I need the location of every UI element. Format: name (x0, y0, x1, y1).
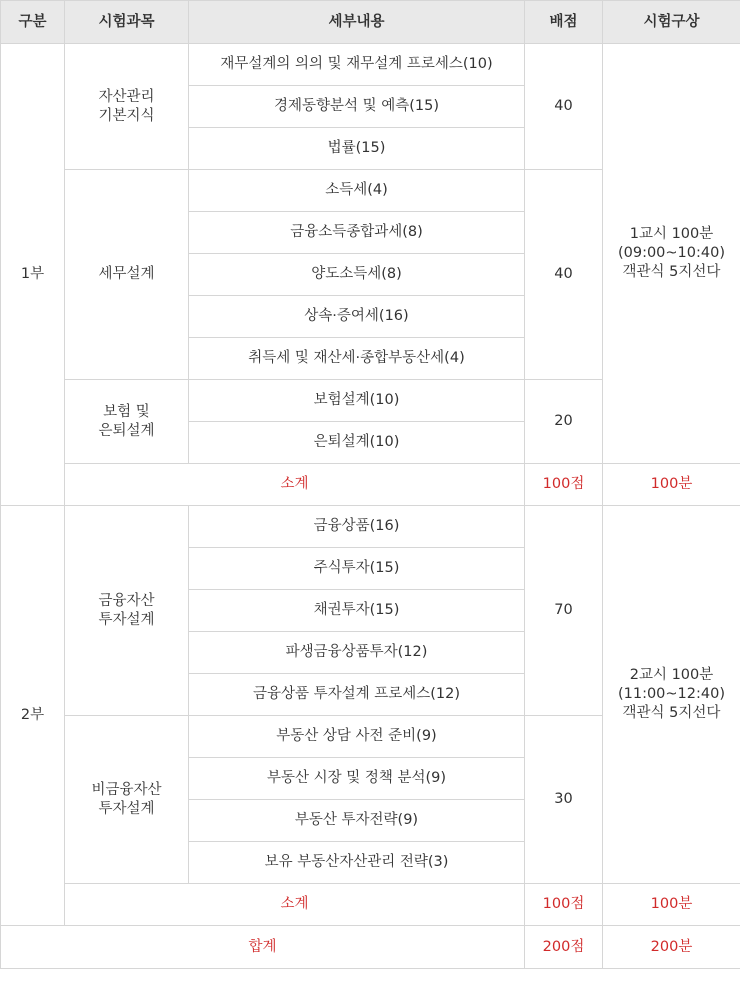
schedule-line: 객관식 5지선다 (622, 705, 721, 721)
subtotal-row (1, 464, 740, 506)
part1-subject-3 (65, 380, 189, 464)
schedule-line: 객관식 5지선다 (622, 264, 721, 280)
detail-item: 보험설계(10) (189, 380, 525, 422)
detail-item: 취득세 및 재산세·종합부동산세(4) (189, 338, 525, 380)
detail-item: 은퇴설계(10) (189, 422, 525, 464)
detail-item: 금융소득종합과세(8) (189, 212, 525, 254)
part2-subtotal-label: 소계 (65, 884, 525, 926)
subject-name-line: 자산관리 (98, 88, 155, 105)
subject-name-line: 보험 및 (103, 403, 150, 420)
detail-item: 경제동향분석 및 예측(15) (189, 86, 525, 128)
subject-name-line: 은퇴설계 (98, 422, 155, 439)
part1-subtotal-time: 100분 (603, 464, 740, 506)
detail-item: 양도소득세(8) (189, 254, 525, 296)
subject-name-line: 기본지식 (98, 107, 155, 124)
part1-subtotal-label: 소계 (65, 464, 525, 506)
header-details: 세부내용 (189, 1, 525, 44)
part2-subject-1-score: 70 (525, 506, 603, 716)
part1-schedule (603, 44, 740, 464)
part2-subtotal-time: 100분 (603, 884, 740, 926)
part2-schedule (603, 506, 740, 884)
part2-subject-2-score: 30 (525, 716, 603, 884)
header-row (1, 1, 740, 44)
subject-name-line: 비금융자산 (91, 781, 162, 798)
schedule-line: 1교시 100분 (629, 226, 714, 242)
part1-subject-2-score: 40 (525, 170, 603, 380)
detail-item: 소득세(4) (189, 170, 525, 212)
total-score: 200점 (525, 926, 603, 969)
detail-item: 주식투자(15) (189, 548, 525, 590)
schedule-line: 2교시 100분 (629, 667, 714, 683)
detail-item: 금융상품(16) (189, 506, 525, 548)
subject-name-line: 투자설계 (98, 611, 155, 628)
part1-subject-1-score: 40 (525, 44, 603, 170)
detail-item: 재무설계의 의의 및 재무설계 프로세스(10) (189, 44, 525, 86)
header-division: 구분 (1, 1, 65, 44)
detail-item: 상속·증여세(16) (189, 296, 525, 338)
part2-subject-2 (65, 716, 189, 884)
total-time: 200분 (603, 926, 740, 969)
part1-subject-1 (65, 44, 189, 170)
part2-label: 2부 (1, 506, 65, 926)
table-row (1, 44, 740, 86)
subtotal-row (1, 884, 740, 926)
schedule-line: (11:00~12:40) (617, 686, 726, 702)
schedule-line: (09:00~10:40) (617, 245, 726, 261)
header-exam-format: 시험구상 (603, 1, 740, 44)
part2-subject-1 (65, 506, 189, 716)
header-subject: 시험과목 (65, 1, 189, 44)
detail-item: 파생금융상품투자(12) (189, 632, 525, 674)
part2-subtotal-score: 100점 (525, 884, 603, 926)
subject-name-line: 투자설계 (98, 800, 155, 817)
table-row (1, 506, 740, 548)
total-label: 합계 (1, 926, 525, 969)
detail-item: 금융상품 투자설계 프로세스(12) (189, 674, 525, 716)
total-row (1, 926, 740, 969)
header-score: 배점 (525, 1, 603, 44)
detail-item: 법률(15) (189, 128, 525, 170)
detail-item: 채권투자(15) (189, 590, 525, 632)
detail-item: 부동산 상담 사전 준비(9) (189, 716, 525, 758)
detail-item: 부동산 투자전략(9) (189, 800, 525, 842)
part1-subject-3-score: 20 (525, 380, 603, 464)
part1-subtotal-score: 100점 (525, 464, 603, 506)
detail-item: 보유 부동산자산관리 전략(3) (189, 842, 525, 884)
subject-name-line: 금융자산 (98, 592, 155, 609)
detail-item: 부동산 시장 및 정책 분석(9) (189, 758, 525, 800)
part1-subject-2: 세무설계 (65, 170, 189, 380)
part1-label: 1부 (1, 44, 65, 506)
